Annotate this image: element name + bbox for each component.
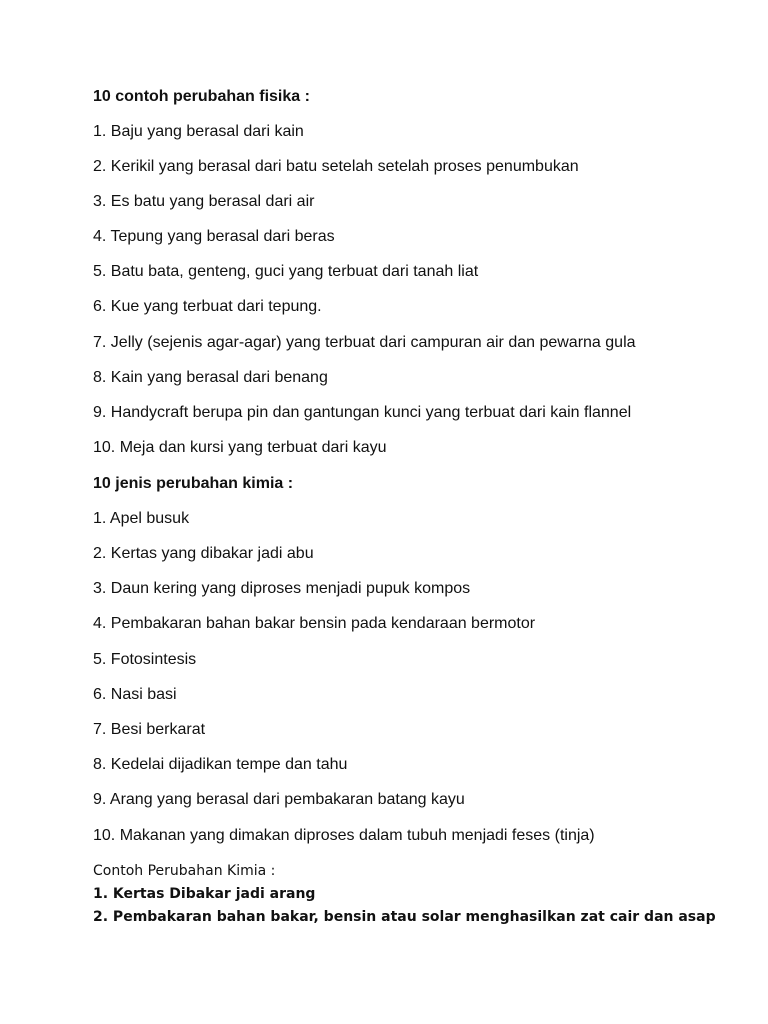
chemical-change-item: 1. Apel busuk: [93, 510, 190, 527]
physical-change-item: 2. Kerikil yang berasal dari batu setelah setelah proses penumbukan: [93, 158, 579, 175]
physical-change-item: 8. Kain yang berasal dari benang: [93, 369, 328, 386]
physical-change-item: 7. Jelly (sejenis agar-agar) yang terbuat dari campuran air dan pewarna gula: [93, 334, 636, 351]
chemical-change-item: 10. Makanan yang dimakan diproses dalam tubuh menjadi feses (tinja): [93, 827, 595, 844]
physical-change-item: 10. Meja dan kursi yang terbuat dari kayu: [93, 439, 387, 456]
chemical-example-item: 1. Kertas Dibakar jadi arang: [93, 886, 316, 902]
chemical-change-item: 6. Nasi basi: [93, 686, 177, 703]
physical-change-item: 1. Baju yang berasal dari kain: [93, 123, 304, 140]
chemical-change-item: 3. Daun kering yang diproses menjadi pupuk kompos: [93, 580, 471, 597]
physical-changes-heading: 10 contoh perubahan fisika :: [93, 88, 310, 105]
chemical-change-item: 4. Pembakaran bahan bakar bensin pada kendaraan bermotor: [93, 615, 536, 632]
chemical-changes-heading: 10 jenis perubahan kimia :: [93, 475, 294, 492]
chemical-example-item: 2. Pembakaran bahan bakar, bensin atau solar menghasilkan zat cair dan asap: [93, 909, 716, 925]
physical-change-item: 5. Batu bata, genteng, guci yang terbuat dari tanah liat: [93, 263, 479, 280]
chemical-change-item: 7. Besi berkarat: [93, 721, 206, 738]
chemical-change-item: 8. Kedelai dijadikan tempe dan tahu: [93, 756, 348, 773]
chemical-change-item: 2. Kertas yang dibakar jadi abu: [93, 545, 314, 562]
chemical-examples-heading: Contoh Perubahan Kimia :: [93, 863, 276, 879]
physical-change-item: 4. Tepung yang berasal dari beras: [93, 228, 335, 245]
physical-change-item: 9. Handycraft berupa pin dan gantungan kunci yang terbuat dari kain flannel: [93, 404, 632, 421]
chemical-change-item: 5. Fotosintesis: [93, 651, 197, 668]
physical-change-item: 6. Kue yang terbuat dari tepung.: [93, 298, 322, 315]
chemical-change-item: 9. Arang yang berasal dari pembakaran batang kayu: [93, 791, 465, 808]
physical-change-item: 3. Es batu yang berasal dari air: [93, 193, 315, 210]
